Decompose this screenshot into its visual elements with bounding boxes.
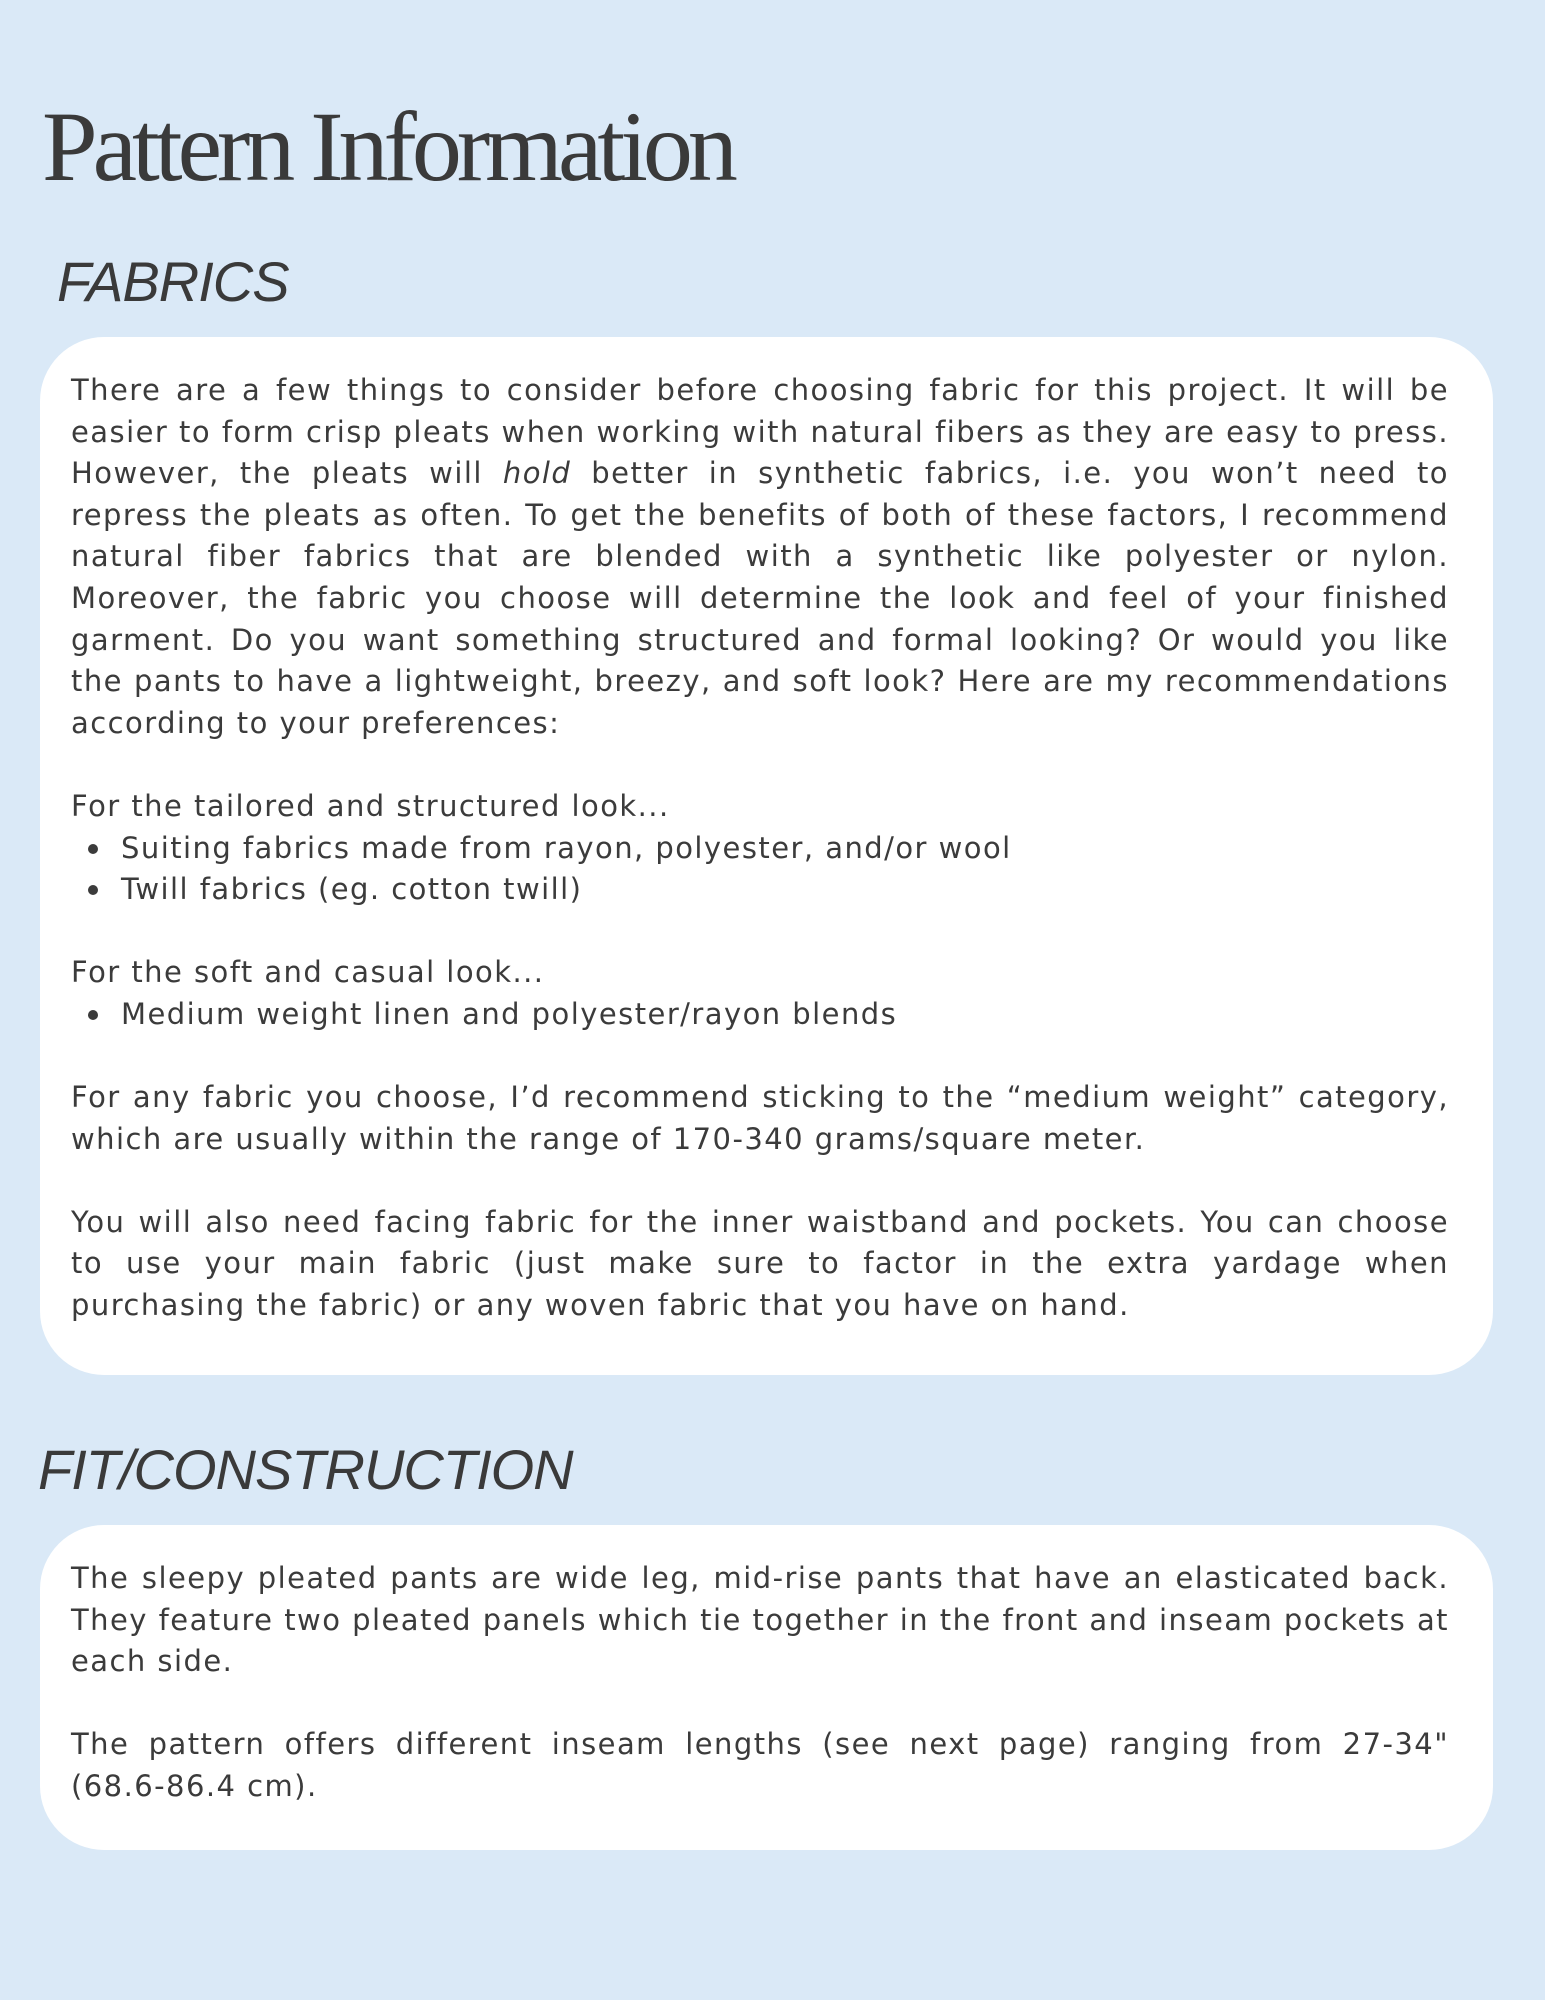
- fabrics-intro-part-2: better in synthetic fabrics, i.e. you won’t need to repress the pleats as often. To get the benefits of both of these factors, I recommend natural fiber fabrics that are blended with a synthetic like polyester or nylon. Moreover, the fabric you choose will determine the look and feel of your finished garment. Do you want something structured and formal looking? Or would you like the pants to have a lightweight, breezy, and soft look? Here are my recommendations according to your preferences:: [71, 456, 1449, 740]
- fabrics-intro-paragraph: [71, 370, 1449, 744]
- fabrics-heading: FABRICS: [57, 250, 289, 313]
- list-item-text: Suiting fabrics made from rayon, polyester, and/or wool: [121, 830, 1012, 865]
- page-title: Pattern Information: [42, 91, 733, 202]
- fit-construction-card: [40, 1525, 1493, 1850]
- bullet-icon: [88, 844, 98, 854]
- list-item: [121, 994, 1449, 1036]
- fabric-weight-paragraph: For any fabric you choose, I’d recommend sticking to the “medium weight” category, which are usually within the range of 170-340 grams/square meter.: [71, 1080, 1449, 1156]
- tailored-look-list: [71, 828, 1449, 911]
- fabrics-card: [40, 337, 1493, 1375]
- list-item: [121, 828, 1449, 870]
- bullet-icon: [88, 885, 98, 895]
- fit-description-paragraph: The sleepy pleated pants are wide leg, mid-rise pants that have an elasticated back. They feature two pleated panels which tie together in the front and inseam pockets at each side.: [71, 1561, 1449, 1679]
- casual-look-list: [71, 994, 1449, 1036]
- tailored-look-lead: For the tailored and structured look...: [71, 788, 670, 823]
- inseam-lengths-paragraph: The pattern offers different inseam lengths (see next page) ranging from 27-34" (68.6-86.4 cm).: [71, 1727, 1449, 1803]
- fabrics-intro-emphasis: hold: [502, 456, 572, 491]
- bullet-icon: [88, 1010, 98, 1020]
- fabrics-intro-part-1: There are a few things to consider before choosing fabric for this project. It will be easier to form crisp pleats when working with natural fibers as they are easy to press. However, the pleats will: [71, 373, 1449, 491]
- list-item-text: Twill fabrics (eg. cotton twill): [121, 872, 583, 907]
- list-item: [121, 869, 1449, 911]
- casual-look-lead: For the soft and casual look...: [71, 955, 545, 990]
- facing-fabric-paragraph: You will also need facing fabric for the inner waistband and pockets. You can choose to use your main fabric (just make sure to factor in the extra yardage when purchasing the fabric) or any woven fabric that you have on hand.: [71, 1204, 1449, 1323]
- fit-construction-heading: FIT/CONSTRUCTION: [38, 1438, 573, 1501]
- list-item-text: Medium weight linen and polyester/rayon blends: [121, 996, 898, 1031]
